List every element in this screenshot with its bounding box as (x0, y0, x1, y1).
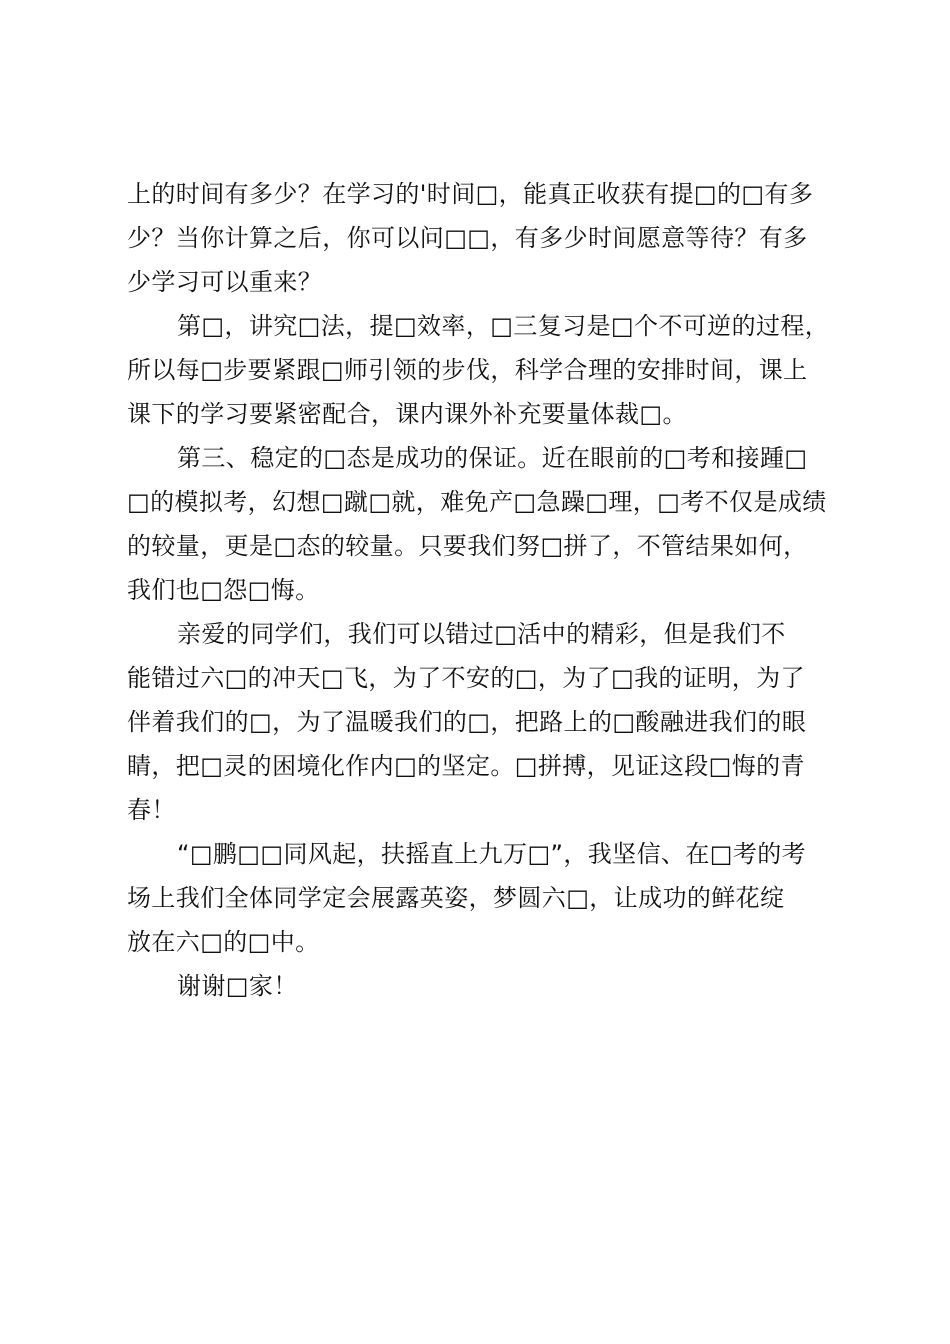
text-line-9: 的较量，更是□态的较量。只要我们努□拼了，不管结果如何， (127, 532, 808, 560)
paragraph-2 (127, 304, 837, 436)
text-line-14: 睛，把□灵的困境化作内□的坚定。□拼搏，见证这段□悔的青 (127, 752, 805, 780)
text-line-12: 能错过六□的冲天□飞，为了不安的□，为了□我的证明，为了 (127, 664, 805, 692)
text-line-1: 上的时间有多少？在学习的'时间□，能真正收获有提□的□有多 (127, 180, 814, 208)
paragraph-3 (127, 436, 837, 612)
text-line-6: 课下的学习要紧密配合，课内课外补充要量体裁□。 (127, 400, 687, 428)
text-line-3: 少学习可以重来？ (127, 268, 323, 296)
text-line-11: 亲爱的同学们，我们可以错过□活中的精彩，但是我们不 (177, 620, 786, 648)
document-body (127, 172, 837, 1008)
text-line-5: 所以每□步要紧跟□师引领的步伐，科学合理的安排时间，课上 (127, 356, 808, 384)
text-line-8: □的模拟考，幻想□蹴□就，难免产□急躁□理，□考不仅是成绩 (127, 488, 827, 516)
text-line-10: 我们也□怨□悔。 (127, 576, 320, 604)
paragraph-5 (127, 832, 837, 964)
text-line-18: 放在六□的□中。 (127, 928, 320, 956)
text-line-17: 场上我们全体同学定会展露英姿，梦圆六□，让成功的鲜花绽 (127, 884, 785, 912)
paragraph-4 (127, 612, 837, 832)
text-line-4: 第□，讲究□法，提□效率，□三复习是□个不可逆的过程， (177, 312, 830, 340)
text-line-2: 少？当你计算之后，你可以问□□，有多少时间愿意等待？有多 (127, 224, 808, 252)
text-line-19: 谢谢□家！ (177, 972, 298, 1000)
paragraph-1 (127, 172, 837, 304)
text-line-15: 春！ (127, 796, 176, 824)
text-line-7: 第三、稳定的□态是成功的保证。近在眼前的□考和接踵□ (177, 444, 808, 472)
text-line-16: “□鹏□□同风起，扶摇直上九万□”，我坚信、在□考的考 (177, 840, 807, 868)
paragraph-6 (127, 964, 837, 1008)
text-line-13: 伴着我们的□，为了温暖我们的□，把路上的□酸融进我们的眼 (127, 708, 807, 736)
